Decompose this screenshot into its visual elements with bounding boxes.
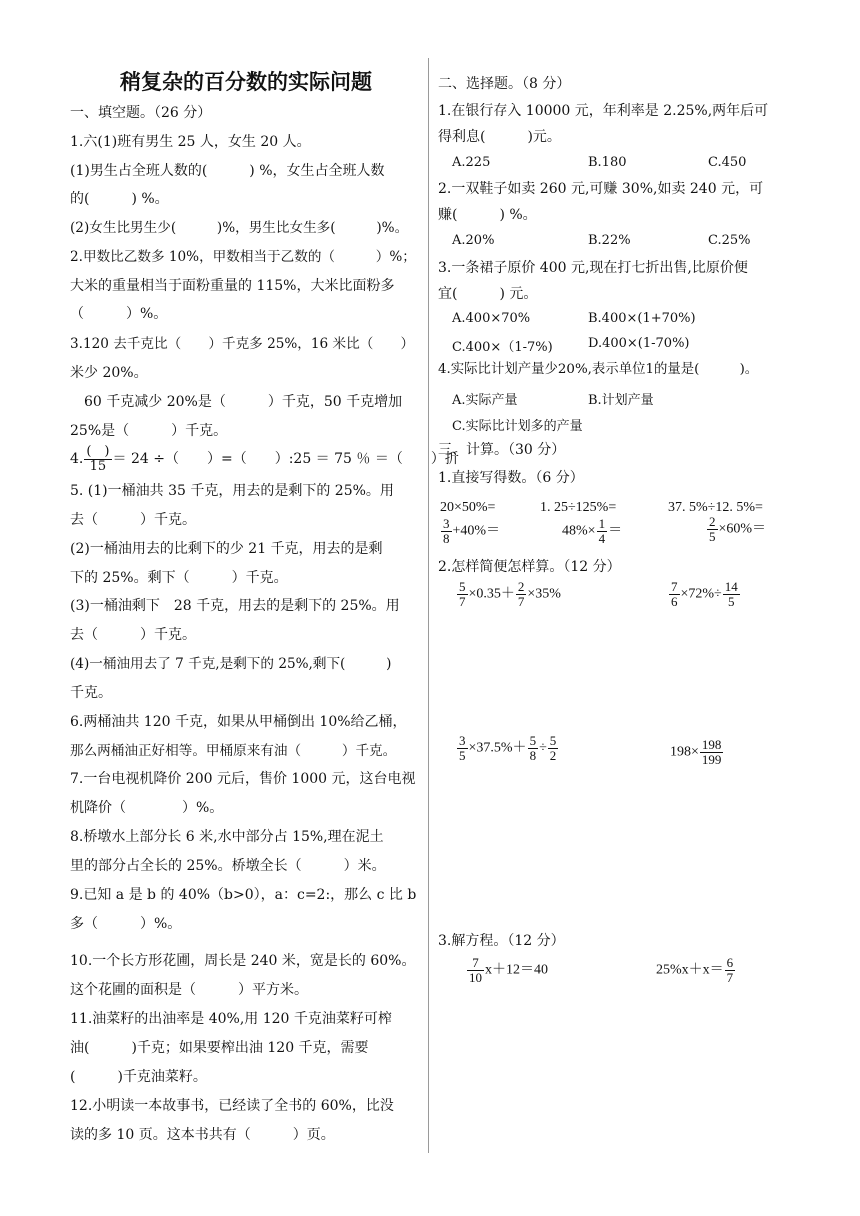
simplify-3-den1: 5 — [459, 748, 466, 763]
section-calc-heading: 三、计算。（30 分） — [438, 442, 566, 458]
question-9-line2: 多（ ）%。 — [70, 916, 182, 932]
question-5-line3: (2)一桶油用去的比剩下的少 21 千克，用去的是剩 — [70, 541, 383, 557]
question-2-line1: 2.甲数比乙数多 10%，甲数相当于乙数的（ ）%； — [70, 249, 416, 265]
direct-5-fraction — [597, 517, 608, 546]
simplify-4 — [670, 738, 724, 767]
direct-5 — [562, 517, 622, 546]
equation-2-den: 7 — [726, 970, 734, 985]
simplify-3-frac1 — [457, 734, 468, 763]
simplify-1-mid: ×0.35＋ — [468, 586, 515, 602]
question-7-line2: 机降价（ ）%。 — [70, 800, 224, 816]
question-4-numerator: ( ) — [86, 443, 110, 459]
direct-6-den: 5 — [709, 529, 716, 544]
simplify-3-div: ÷ — [539, 740, 547, 756]
choice-2-option-a: A.20% — [452, 233, 495, 248]
question-10-line1: 10.一个长方形花圃，周长是 240 米，宽是长的 60%。 — [70, 953, 416, 969]
simplify-3-num3: 5 — [549, 733, 557, 748]
question-5-line7: (4)一桶油用去了 7 千克,是剩下的 25%,剩下( ) — [70, 656, 392, 672]
calc-direct-heading: 1.直接写得数。（6 分） — [438, 470, 584, 486]
equation-1-den: 10 — [469, 970, 482, 985]
direct-1: 20×50%= — [440, 500, 496, 515]
choice-1-option-a: A.225 — [452, 155, 491, 170]
direct-4-rest: +40%＝ — [452, 523, 501, 539]
page-title: 稍复杂的百分数的实际问题 — [120, 70, 372, 94]
simplify-2-mid: ×72%÷ — [680, 586, 722, 602]
equation-1-num: 7 — [467, 956, 484, 971]
question-1a-line1: (1)男生占全班人数的( ) %，女生占全班人数 — [70, 163, 385, 179]
question-2-line3: （ ）%。 — [70, 306, 168, 322]
question-4-rest: ＝ 24 ÷（ ）=（ ）:25 ＝ 75 ％ ＝（ ）折 — [112, 451, 459, 467]
question-12-line2: 读的多 10 页。这本书共有（ ）页。 — [70, 1127, 335, 1143]
question-1: 1.六(1)班有男生 25 人，女生 20 人。 — [70, 134, 311, 150]
choice-4-option-b: B.计划产量 — [588, 393, 654, 408]
simplify-4-left: 198× — [670, 744, 699, 760]
section-choice-heading: 二、选择题。（8 分） — [438, 76, 571, 92]
simplify-3-den3: 2 — [549, 748, 557, 763]
choice-2-option-b: B.22% — [588, 233, 631, 248]
choice-1-line1: 1.在银行存入 10000 元，年利率是 2.25%,两年后可 — [438, 103, 769, 119]
equation-1-rest: x＋12＝40 — [485, 962, 548, 978]
column-divider — [428, 58, 429, 1153]
question-2-line2: 大米的重量相当于面粉重量的 115%，大米比面粉多 — [70, 278, 395, 294]
question-5-line6: 去（ ）千克。 — [70, 627, 196, 643]
question-9-line1: 9.已知 a 是 b 的 40%（b>0），a：c=2:，那么 c 比 b — [70, 887, 417, 903]
simplify-1-rest: ×35% — [527, 586, 561, 602]
question-3-line4: 25%是（ ）千克。 — [70, 423, 228, 439]
calc-equation-heading: 3.解方程。（12 分） — [438, 933, 565, 949]
question-3-line1: 3.120 去千克比（ ）千克多 25%，16 米比（ ） — [70, 336, 415, 352]
direct-3: 37. 5%÷12. 5%= — [668, 500, 763, 515]
direct-6-num: 2 — [709, 514, 716, 529]
equation-2 — [656, 956, 736, 985]
question-4-prefix: 4. — [70, 451, 84, 467]
question-11-line1: 11.油菜籽的出油率是 40%,用 120 千克油菜籽可榨 — [70, 1011, 392, 1027]
choice-3-line1: 3.一条裙子原价 400 元,现在打七折出售,比原价便 — [438, 260, 748, 276]
simplify-1-num1: 5 — [459, 579, 466, 594]
choice-3-option-b: B.400×(1+70%) — [588, 311, 696, 326]
question-5-line4: 下的 25%。剩下（ ）千克。 — [70, 570, 288, 586]
question-3-line3: 60 千克减少 20%是（ ）千克，50 千克增加 — [70, 394, 403, 410]
question-1a-line2: 的( ) %。 — [70, 191, 169, 207]
direct-5-left: 48%× — [562, 523, 596, 539]
simplify-3-frac3 — [548, 734, 559, 763]
question-4-denominator: 15 — [89, 458, 107, 474]
choice-1-option-b: B.180 — [588, 155, 627, 170]
direct-2: 1. 25÷125%= — [540, 500, 617, 515]
simplify-3-mid: ×37.5%＋ — [468, 740, 527, 756]
simplify-3-frac2 — [528, 734, 539, 763]
simplify-4-den: 199 — [701, 752, 722, 767]
question-5-line8: 千克。 — [70, 685, 112, 701]
equation-2-fraction — [725, 956, 736, 985]
choice-4-option-c: C.实际比计划多的产量 — [452, 419, 583, 434]
simplify-3-den2: 8 — [529, 748, 537, 763]
question-3-line2: 米少 20%。 — [70, 365, 148, 381]
question-6-line2: 那么两桶油正好相等。甲桶原来有油（ ）千克。 — [70, 743, 397, 759]
question-6-line1: 6.两桶油共 120 千克，如果从甲桶倒出 10%给乙桶， — [70, 714, 407, 730]
choice-4-option-a: A.实际产量 — [452, 393, 518, 408]
direct-6 — [706, 515, 766, 544]
calc-simplify-heading: 2.怎样简便怎样算。（12 分） — [438, 559, 621, 575]
simplify-3-num2: 5 — [529, 733, 537, 748]
question-5-line1: 5. (1)一桶油共 35 千克，用去的是剩下的 25%。用 — [70, 483, 394, 499]
choice-4: 4.实际比计划产量少20%,表示单位1的量是( )。 — [438, 362, 759, 377]
simplify-2-num1: 7 — [671, 579, 678, 594]
direct-5-den: 4 — [598, 531, 606, 546]
simplify-4-fraction — [700, 738, 724, 767]
equation-2-left: 25%x＋x＝ — [656, 962, 724, 978]
simplify-4-num: 198 — [701, 737, 722, 752]
simplify-1-den2: 7 — [517, 594, 525, 609]
direct-4-den: 8 — [443, 531, 450, 546]
direct-5-rest: ＝ — [608, 523, 623, 539]
question-8-line1: 8.桥墩水上部分长 6 米,水中部分占 15%,理在泥土 — [70, 829, 384, 845]
simplify-2-frac2 — [723, 580, 740, 609]
direct-4 — [440, 517, 500, 546]
simplify-2-den1: 6 — [671, 594, 678, 609]
question-4-fraction — [84, 445, 111, 474]
simplify-2-frac1 — [669, 580, 680, 609]
simplify-1 — [456, 580, 561, 609]
equation-1-fraction — [467, 956, 484, 985]
question-10-line2: 这个花圃的面积是（ ）平方米。 — [70, 982, 308, 998]
section-fill-heading: 一、填空题。（26 分） — [70, 105, 212, 121]
choice-3-option-d: D.400×(1-70%) — [588, 336, 690, 351]
question-7-line1: 7.一台电视机降价 200 元后，售价 1000 元，这台电视 — [70, 771, 416, 787]
question-8-line2: 里的部分占全长的 25%。桥墩全长（ ）米。 — [70, 858, 386, 874]
choice-1-option-c: C.450 — [708, 155, 747, 170]
choice-1-line2: 得利息( )元。 — [438, 129, 561, 145]
simplify-2-den2: 5 — [728, 594, 735, 609]
choice-2-line1: 2.一双鞋子如卖 260 元,可赚 30%,如卖 240 元，可 — [438, 181, 764, 197]
equation-1 — [466, 956, 548, 985]
simplify-1-den1: 7 — [459, 594, 466, 609]
choice-2-line2: 赚( ) %。 — [438, 207, 537, 223]
simplify-1-frac2 — [516, 580, 527, 609]
direct-6-fraction — [707, 515, 718, 544]
question-1b: (2)女生比男生少( )%，男生比女生多( )%。 — [70, 220, 409, 236]
question-11-line3: ( )千克油菜籽。 — [70, 1069, 207, 1085]
direct-6-rest: ×60%＝ — [718, 521, 767, 537]
question-4 — [70, 444, 459, 474]
question-12-line1: 12.小明读一本故事书，已经读了全书的 60%，比没 — [70, 1098, 394, 1114]
simplify-3-num1: 3 — [459, 733, 466, 748]
choice-3-option-a: A.400×70% — [452, 311, 531, 326]
question-11-line2: 油( )千克；如果要榨出油 120 千克，需要 — [70, 1040, 369, 1056]
choice-3-line2: 宜( ) 元。 — [438, 286, 538, 302]
simplify-2 — [668, 580, 741, 609]
simplify-1-num2: 2 — [517, 579, 525, 594]
simplify-1-frac1 — [457, 580, 468, 609]
question-5-line5: (3)一桶油剩下 28 千克，用去的是剩下的 25%。用 — [70, 598, 400, 614]
direct-4-fraction — [441, 517, 452, 546]
choice-2-option-c: C.25% — [708, 233, 751, 248]
simplify-3 — [456, 734, 559, 763]
direct-5-num: 1 — [598, 516, 606, 531]
equation-2-num: 6 — [726, 955, 734, 970]
choice-3-option-c: C.400×（1-7%) — [452, 340, 553, 355]
simplify-2-num2: 14 — [724, 579, 738, 594]
direct-4-num: 3 — [443, 516, 450, 531]
question-5-line2: 去（ ）千克。 — [70, 512, 196, 528]
